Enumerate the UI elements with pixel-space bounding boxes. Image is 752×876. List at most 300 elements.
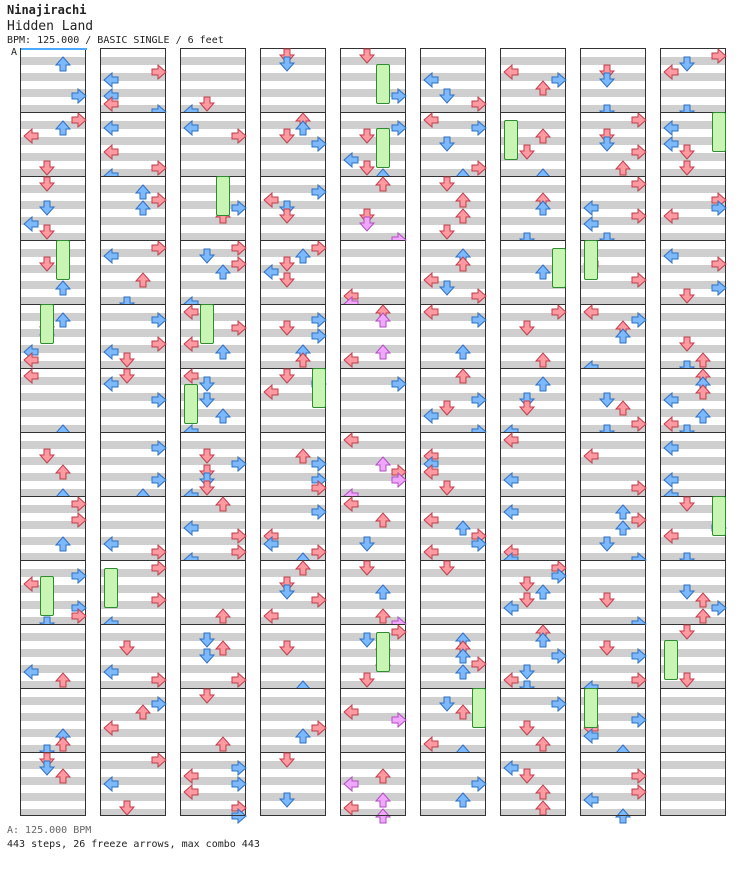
arrow-down-icon [119, 368, 135, 384]
arrow-left-icon [183, 768, 199, 784]
column-end [261, 815, 325, 816]
arrow-right-icon [71, 496, 87, 512]
arrow-right-icon [631, 648, 647, 664]
arrow-left-icon [663, 64, 679, 80]
arrow-down-icon [199, 688, 215, 704]
column-end [181, 815, 245, 816]
arrow-up-icon [615, 400, 631, 416]
arrow-right-icon [231, 776, 247, 792]
arrow-left-icon [263, 536, 279, 552]
arrow-down-icon [359, 48, 375, 64]
chart-column [500, 48, 566, 816]
arrow-right-icon [231, 672, 247, 688]
arrow-left-icon [663, 136, 679, 152]
arrow-up-icon [55, 312, 71, 328]
arrow-up-icon [295, 352, 311, 368]
arrow-up-icon [535, 736, 551, 752]
arrow-down-icon [39, 256, 55, 272]
arrow-up-icon [455, 648, 471, 664]
arrow-up-icon [375, 512, 391, 528]
arrow-right-icon [471, 776, 487, 792]
arrow-down-icon [439, 280, 455, 296]
arrow-left-icon [663, 208, 679, 224]
arrow-down-icon [439, 560, 455, 576]
arrow-right-icon [151, 752, 167, 768]
arrow-left-icon [23, 664, 39, 680]
arrow-left-icon [103, 96, 119, 112]
arrow-left-icon [423, 544, 439, 560]
arrow-up-icon [535, 352, 551, 368]
arrow-right-icon [631, 112, 647, 128]
arrow-right-icon [311, 480, 327, 496]
arrow-down-icon [599, 536, 615, 552]
chart-column [340, 48, 406, 816]
arrow-up-icon [295, 120, 311, 136]
arrow-down-icon [359, 216, 375, 232]
arrow-right-icon [631, 272, 647, 288]
arrow-down-icon [279, 320, 295, 336]
arrow-right-icon [551, 304, 567, 320]
arrow-down-icon [119, 800, 135, 816]
arrow-left-icon [583, 304, 599, 320]
arrow-up-icon [55, 464, 71, 480]
column-end [581, 815, 645, 816]
freeze-arrow [552, 248, 566, 288]
arrow-right-icon [631, 176, 647, 192]
arrow-down-icon [279, 640, 295, 656]
arrow-right-icon [631, 672, 647, 688]
arrow-up-icon [535, 376, 551, 392]
arrow-down-icon [679, 624, 695, 640]
arrow-down-icon [519, 768, 535, 784]
arrow-right-icon [631, 312, 647, 328]
chart-column [260, 48, 326, 816]
arrow-right-icon [631, 208, 647, 224]
arrow-left-icon [503, 64, 519, 80]
measure [501, 176, 565, 240]
arrow-up-icon [215, 264, 231, 280]
arrow-up-icon [375, 792, 391, 808]
freeze-arrow [184, 384, 198, 424]
arrow-down-icon [359, 536, 375, 552]
column-end [421, 815, 485, 816]
arrow-up-icon [455, 704, 471, 720]
arrow-right-icon [231, 544, 247, 560]
arrow-left-icon [263, 384, 279, 400]
arrow-left-icon [23, 368, 39, 384]
arrow-up-icon [55, 56, 71, 72]
arrow-up-icon [215, 344, 231, 360]
arrow-down-icon [279, 584, 295, 600]
arrow-up-icon [695, 608, 711, 624]
arrow-up-icon [375, 344, 391, 360]
arrow-up-icon [455, 192, 471, 208]
arrow-down-icon [599, 640, 615, 656]
arrow-down-icon [279, 128, 295, 144]
arrow-down-icon [679, 144, 695, 160]
arrow-right-icon [551, 696, 567, 712]
arrow-down-icon [199, 632, 215, 648]
arrow-up-icon [375, 176, 391, 192]
arrow-up-icon [55, 120, 71, 136]
arrow-right-icon [231, 528, 247, 544]
measure [661, 688, 725, 752]
arrow-down-icon [519, 320, 535, 336]
column-end [661, 815, 725, 816]
column-end [101, 815, 165, 816]
arrow-left-icon [503, 504, 519, 520]
arrow-down-icon [359, 560, 375, 576]
arrow-up-icon [375, 608, 391, 624]
artist-name: Ninajirachi [7, 3, 87, 17]
arrow-up-icon [695, 384, 711, 400]
arrow-up-icon [295, 728, 311, 744]
arrow-down-icon [439, 480, 455, 496]
arrow-right-icon [631, 144, 647, 160]
arrow-right-icon [471, 288, 487, 304]
arrow-right-icon [471, 312, 487, 328]
arrow-up-icon [455, 792, 471, 808]
arrow-left-icon [583, 200, 599, 216]
arrow-down-icon [599, 592, 615, 608]
arrow-down-icon [679, 496, 695, 512]
chart-column [20, 48, 86, 816]
freeze-arrow [376, 632, 390, 672]
freeze-arrow [584, 240, 598, 280]
arrow-down-icon [359, 672, 375, 688]
arrow-down-icon [199, 96, 215, 112]
arrow-left-icon [103, 720, 119, 736]
arrow-down-icon [279, 272, 295, 288]
freeze-arrow [584, 688, 598, 728]
measure [181, 560, 245, 624]
arrow-up-icon [455, 208, 471, 224]
arrow-right-icon [631, 784, 647, 800]
arrow-left-icon [103, 776, 119, 792]
freeze-arrow [312, 368, 326, 408]
arrow-right-icon [231, 128, 247, 144]
arrow-up-icon [535, 200, 551, 216]
arrow-right-icon [311, 136, 327, 152]
arrow-down-icon [439, 224, 455, 240]
arrow-left-icon [423, 112, 439, 128]
freeze-arrow [40, 576, 54, 616]
arrow-down-icon [599, 136, 615, 152]
arrow-right-icon [231, 760, 247, 776]
arrow-left-icon [343, 496, 359, 512]
arrow-right-icon [631, 768, 647, 784]
arrow-right-icon [471, 120, 487, 136]
arrow-right-icon [631, 416, 647, 432]
arrow-down-icon [599, 392, 615, 408]
arrow-right-icon [151, 672, 167, 688]
arrow-left-icon [23, 576, 39, 592]
arrow-down-icon [519, 592, 535, 608]
arrow-right-icon [391, 712, 407, 728]
column-end [501, 815, 565, 816]
arrow-right-icon [151, 64, 167, 80]
arrow-right-icon [311, 184, 327, 200]
arrow-up-icon [455, 368, 471, 384]
arrow-right-icon [231, 808, 247, 824]
column-end [341, 815, 405, 816]
arrow-right-icon [551, 648, 567, 664]
arrow-up-icon [535, 784, 551, 800]
arrow-left-icon [663, 440, 679, 456]
arrow-right-icon [711, 280, 727, 296]
arrow-left-icon [423, 272, 439, 288]
arrow-up-icon [375, 456, 391, 472]
arrow-up-icon [55, 536, 71, 552]
arrow-up-icon [535, 800, 551, 816]
arrow-down-icon [679, 160, 695, 176]
arrow-right-icon [151, 160, 167, 176]
arrow-right-icon [711, 200, 727, 216]
arrow-down-icon [279, 208, 295, 224]
arrow-up-icon [135, 200, 151, 216]
arrow-right-icon [311, 592, 327, 608]
bpm-change-line [21, 48, 87, 50]
arrow-left-icon [663, 392, 679, 408]
arrow-down-icon [359, 160, 375, 176]
arrow-right-icon [711, 48, 727, 64]
freeze-arrow [200, 304, 214, 344]
arrow-right-icon [551, 568, 567, 584]
arrow-right-icon [151, 592, 167, 608]
chart-column [420, 48, 486, 816]
freeze-arrow [56, 240, 70, 280]
arrow-left-icon [583, 792, 599, 808]
arrow-right-icon [311, 456, 327, 472]
freeze-arrow [376, 128, 390, 168]
arrow-up-icon [455, 344, 471, 360]
arrow-up-icon [535, 632, 551, 648]
arrow-right-icon [471, 656, 487, 672]
arrow-up-icon [375, 584, 391, 600]
arrow-up-icon [375, 768, 391, 784]
arrow-up-icon [535, 584, 551, 600]
step-stats: 443 steps, 26 freeze arrows, max combo 443 [7, 839, 260, 850]
arrow-left-icon [23, 352, 39, 368]
arrow-right-icon [231, 200, 247, 216]
arrow-right-icon [151, 240, 167, 256]
arrow-down-icon [439, 136, 455, 152]
arrow-right-icon [311, 544, 327, 560]
chart-meta: BPM: 125.000 / BASIC SINGLE / 6 feet [7, 35, 224, 46]
arrow-left-icon [23, 216, 39, 232]
arrow-up-icon [615, 520, 631, 536]
arrow-left-icon [343, 776, 359, 792]
arrow-left-icon [183, 120, 199, 136]
arrow-right-icon [391, 120, 407, 136]
arrow-down-icon [279, 752, 295, 768]
arrow-right-icon [551, 72, 567, 88]
arrow-down-icon [439, 176, 455, 192]
chart-column [180, 48, 246, 816]
chart-header [7, 2, 224, 47]
arrow-down-icon [439, 696, 455, 712]
arrow-right-icon [471, 536, 487, 552]
arrow-up-icon [295, 248, 311, 264]
arrow-right-icon [311, 328, 327, 344]
arrow-left-icon [663, 120, 679, 136]
arrow-left-icon [103, 120, 119, 136]
arrow-down-icon [279, 256, 295, 272]
arrow-down-icon [199, 448, 215, 464]
arrow-down-icon [39, 160, 55, 176]
arrow-right-icon [231, 256, 247, 272]
arrow-up-icon [535, 128, 551, 144]
arrow-left-icon [423, 408, 439, 424]
arrow-left-icon [343, 352, 359, 368]
arrow-up-icon [615, 328, 631, 344]
arrow-left-icon [583, 216, 599, 232]
arrow-right-icon [631, 712, 647, 728]
chart-column [100, 48, 166, 816]
arrow-down-icon [519, 400, 535, 416]
arrow-left-icon [663, 528, 679, 544]
column-end [21, 815, 85, 816]
arrow-left-icon [103, 376, 119, 392]
arrow-right-icon [151, 544, 167, 560]
arrow-up-icon [215, 640, 231, 656]
arrow-down-icon [199, 648, 215, 664]
arrow-left-icon [103, 536, 119, 552]
arrow-down-icon [679, 584, 695, 600]
arrow-left-icon [423, 736, 439, 752]
arrow-up-icon [55, 280, 71, 296]
arrow-right-icon [151, 312, 167, 328]
arrow-down-icon [359, 128, 375, 144]
arrow-down-icon [439, 400, 455, 416]
arrow-left-icon [23, 128, 39, 144]
arrow-up-icon [455, 256, 471, 272]
arrow-right-icon [151, 336, 167, 352]
freeze-arrow [712, 112, 726, 152]
arrow-right-icon [231, 456, 247, 472]
arrow-up-icon [295, 560, 311, 576]
arrow-left-icon [583, 448, 599, 464]
arrow-right-icon [231, 240, 247, 256]
arrow-left-icon [183, 368, 199, 384]
arrow-right-icon [71, 88, 87, 104]
arrow-up-icon [455, 664, 471, 680]
arrow-left-icon [183, 304, 199, 320]
chart-footer [7, 824, 260, 852]
arrow-left-icon [343, 800, 359, 816]
arrow-up-icon [295, 448, 311, 464]
arrow-right-icon [71, 112, 87, 128]
song-title: Hidden Land [7, 19, 94, 34]
arrow-right-icon [71, 512, 87, 528]
arrow-down-icon [279, 368, 295, 384]
arrow-down-icon [39, 200, 55, 216]
arrow-left-icon [183, 520, 199, 536]
arrow-right-icon [391, 472, 407, 488]
chart-column [660, 48, 726, 816]
arrow-down-icon [599, 72, 615, 88]
arrow-up-icon [135, 704, 151, 720]
arrow-left-icon [423, 72, 439, 88]
arrow-down-icon [119, 352, 135, 368]
arrow-left-icon [503, 672, 519, 688]
arrow-right-icon [151, 696, 167, 712]
arrow-down-icon [199, 480, 215, 496]
arrow-down-icon [39, 176, 55, 192]
arrow-up-icon [55, 768, 71, 784]
arrow-right-icon [391, 624, 407, 640]
measure [661, 752, 725, 816]
freeze-arrow [504, 120, 518, 160]
freeze-arrow [40, 304, 54, 344]
arrow-up-icon [535, 264, 551, 280]
arrow-right-icon [151, 392, 167, 408]
arrow-down-icon [199, 376, 215, 392]
arrow-left-icon [343, 432, 359, 448]
arrow-down-icon [39, 224, 55, 240]
arrow-up-icon [455, 520, 471, 536]
arrow-up-icon [55, 736, 71, 752]
arrow-right-icon [231, 320, 247, 336]
arrow-left-icon [663, 248, 679, 264]
arrow-down-icon [519, 144, 535, 160]
arrow-right-icon [71, 608, 87, 624]
arrow-down-icon [279, 792, 295, 808]
arrow-up-icon [215, 736, 231, 752]
arrow-down-icon [359, 632, 375, 648]
freeze-arrow [664, 640, 678, 680]
arrow-left-icon [103, 144, 119, 160]
arrow-left-icon [503, 472, 519, 488]
arrow-right-icon [631, 512, 647, 528]
arrow-right-icon [711, 256, 727, 272]
arrow-up-icon [375, 312, 391, 328]
arrow-right-icon [471, 160, 487, 176]
arrow-down-icon [279, 56, 295, 72]
arrow-right-icon [311, 720, 327, 736]
arrow-left-icon [263, 608, 279, 624]
arrow-left-icon [263, 264, 279, 280]
arrow-left-icon [103, 248, 119, 264]
arrow-right-icon [311, 312, 327, 328]
arrow-up-icon [535, 80, 551, 96]
arrow-right-icon [71, 568, 87, 584]
arrow-right-icon [311, 240, 327, 256]
arrow-down-icon [119, 640, 135, 656]
arrow-up-icon [615, 504, 631, 520]
arrow-right-icon [391, 88, 407, 104]
arrow-up-icon [135, 272, 151, 288]
arrow-right-icon [151, 192, 167, 208]
arrow-left-icon [183, 336, 199, 352]
arrow-left-icon [663, 416, 679, 432]
arrow-right-icon [471, 392, 487, 408]
arrow-down-icon [679, 672, 695, 688]
arrow-down-icon [519, 664, 535, 680]
arrow-right-icon [711, 600, 727, 616]
arrow-down-icon [39, 448, 55, 464]
arrow-down-icon [39, 760, 55, 776]
arrow-left-icon [503, 432, 519, 448]
arrow-right-icon [151, 472, 167, 488]
freeze-arrow [712, 496, 726, 536]
arrow-down-icon [439, 88, 455, 104]
arrow-down-icon [679, 336, 695, 352]
arrow-right-icon [151, 440, 167, 456]
arrow-up-icon [695, 592, 711, 608]
arrow-left-icon [263, 192, 279, 208]
measure [21, 688, 85, 752]
